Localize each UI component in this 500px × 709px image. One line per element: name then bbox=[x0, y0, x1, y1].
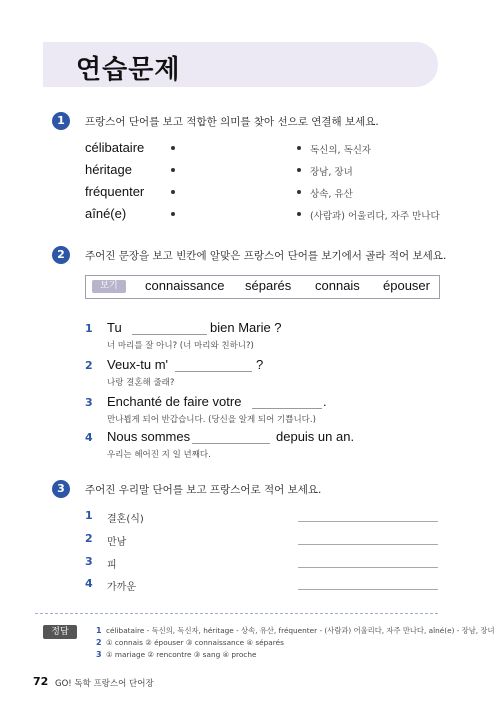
question-1-instruction: 프랑스어 단어를 보고 적합한 의미를 찾아 선으로 연결해 보세요. bbox=[85, 116, 379, 128]
q3-item-1-number: 1 bbox=[85, 509, 93, 522]
answer-3-text: ① mariage ② rencontre ③ sang ④ proche bbox=[106, 650, 257, 659]
q3-item-3-answer-line[interactable] bbox=[298, 567, 438, 568]
q3-item-4-answer-line[interactable] bbox=[298, 589, 438, 590]
q2-item-3-number: 3 bbox=[85, 396, 93, 409]
q2-item-4-korean: 우리는 헤어진 지 일 년째다. bbox=[107, 450, 211, 460]
q1-right-dot-1[interactable] bbox=[297, 146, 301, 150]
q3-item-2-answer-line[interactable] bbox=[298, 544, 438, 545]
word-bank-word-3: connais bbox=[315, 278, 360, 293]
q2-item-1-korean: 너 마리를 잘 아니? (너 마리와 친하니?) bbox=[107, 341, 254, 351]
word-bank-word-4: épouser bbox=[383, 278, 430, 293]
q1-left-word-1: célibataire bbox=[85, 140, 145, 155]
q1-left-dot-1[interactable] bbox=[171, 146, 175, 150]
q1-left-dot-3[interactable] bbox=[171, 190, 175, 194]
question-1-badge: 1 bbox=[52, 112, 70, 130]
q2-item-3-korean: 만나뵙게 되어 반갑습니다. (당신을 알게 되어 기쁩니다.) bbox=[107, 415, 316, 425]
answer-2-number: 2 bbox=[96, 638, 102, 647]
q2-item-2-number: 2 bbox=[85, 359, 93, 372]
q1-left-word-3: fréquenter bbox=[85, 184, 145, 199]
q2-item-1-after: bien Marie ? bbox=[210, 320, 282, 335]
q3-item-3-number: 3 bbox=[85, 555, 93, 568]
q1-left-dot-2[interactable] bbox=[171, 168, 175, 172]
q2-item-2-korean: 나랑 결혼해 줄래? bbox=[107, 378, 175, 388]
answer-divider bbox=[35, 613, 438, 614]
q1-right-dot-2[interactable] bbox=[297, 168, 301, 172]
q3-item-4-number: 4 bbox=[85, 577, 93, 590]
q2-item-4-number: 4 bbox=[85, 431, 93, 444]
q2-item-1-blank[interactable] bbox=[132, 334, 207, 335]
q3-item-2-number: 2 bbox=[85, 532, 93, 545]
q2-item-3-blank[interactable] bbox=[252, 408, 322, 409]
q2-item-3-after: . bbox=[323, 394, 327, 409]
q2-item-2-before: Veux-tu m' bbox=[107, 357, 169, 372]
question-2-badge: 2 bbox=[52, 246, 70, 264]
q1-meaning-3: 상속, 유산 bbox=[310, 189, 353, 200]
question-3-instruction: 주어진 우리말 단어를 보고 프랑스어로 적어 보세요. bbox=[85, 484, 322, 496]
q1-left-dot-4[interactable] bbox=[171, 212, 175, 216]
q2-item-1-number: 1 bbox=[85, 322, 93, 335]
word-bank-label: 보기 bbox=[92, 280, 126, 293]
q2-item-3-before: Enchanté de faire votre bbox=[107, 394, 242, 409]
q1-left-word-2: héritage bbox=[85, 162, 132, 177]
q3-item-4-word: 가까운 bbox=[107, 582, 136, 593]
page-title: 연습문제 bbox=[76, 55, 181, 85]
answer-3-number: 3 bbox=[96, 650, 102, 659]
q2-item-4-blank[interactable] bbox=[192, 443, 270, 444]
q2-item-4-after: depuis un an. bbox=[276, 429, 355, 444]
answer-1-text: célibataire - 독신의, 독신자, héritage - 상속, 유산, fréquenter - (사람과) 어울리다, 자주 만나다, aîné(e) - 장남, 장녀 bbox=[106, 626, 495, 635]
q1-right-dot-3[interactable] bbox=[297, 190, 301, 194]
q2-item-1-before: Tu bbox=[107, 320, 122, 335]
q1-meaning-2: 장남, 장녀 bbox=[310, 167, 353, 178]
q2-item-2-blank[interactable] bbox=[175, 371, 252, 372]
book-title: GO! 독학 프랑스어 단어장 bbox=[55, 679, 154, 689]
page-number: 72 bbox=[33, 675, 49, 688]
q1-meaning-4: (사람과) 어울리다, 자주 만나다 bbox=[310, 211, 440, 222]
q1-right-dot-4[interactable] bbox=[297, 212, 301, 216]
word-bank-word-1: connaissance bbox=[145, 278, 225, 293]
q1-meaning-1: 독신의, 독신자 bbox=[310, 145, 372, 156]
q3-item-2-word: 만남 bbox=[107, 537, 127, 548]
q3-item-1-word: 결혼(식) bbox=[107, 514, 144, 525]
q3-item-3-word: 피 bbox=[107, 560, 117, 571]
question-3-badge: 3 bbox=[52, 480, 70, 498]
answer-badge: 정답 bbox=[43, 625, 77, 639]
q3-item-1-answer-line[interactable] bbox=[298, 521, 438, 522]
question-2-instruction: 주어진 문장을 보고 빈칸에 알맞은 프랑스어 단어를 보기에서 골라 적어 보세요. bbox=[85, 250, 447, 262]
answer-1-number: 1 bbox=[96, 626, 102, 635]
answer-2-text: ① connais ② épouser ③ connaissance ④ séparés bbox=[106, 638, 284, 647]
q1-left-word-4: aîné(e) bbox=[85, 206, 127, 221]
word-bank-word-2: séparés bbox=[245, 278, 292, 293]
q2-item-4-before: Nous sommes bbox=[107, 429, 191, 444]
q2-item-2-after: ? bbox=[256, 357, 264, 372]
